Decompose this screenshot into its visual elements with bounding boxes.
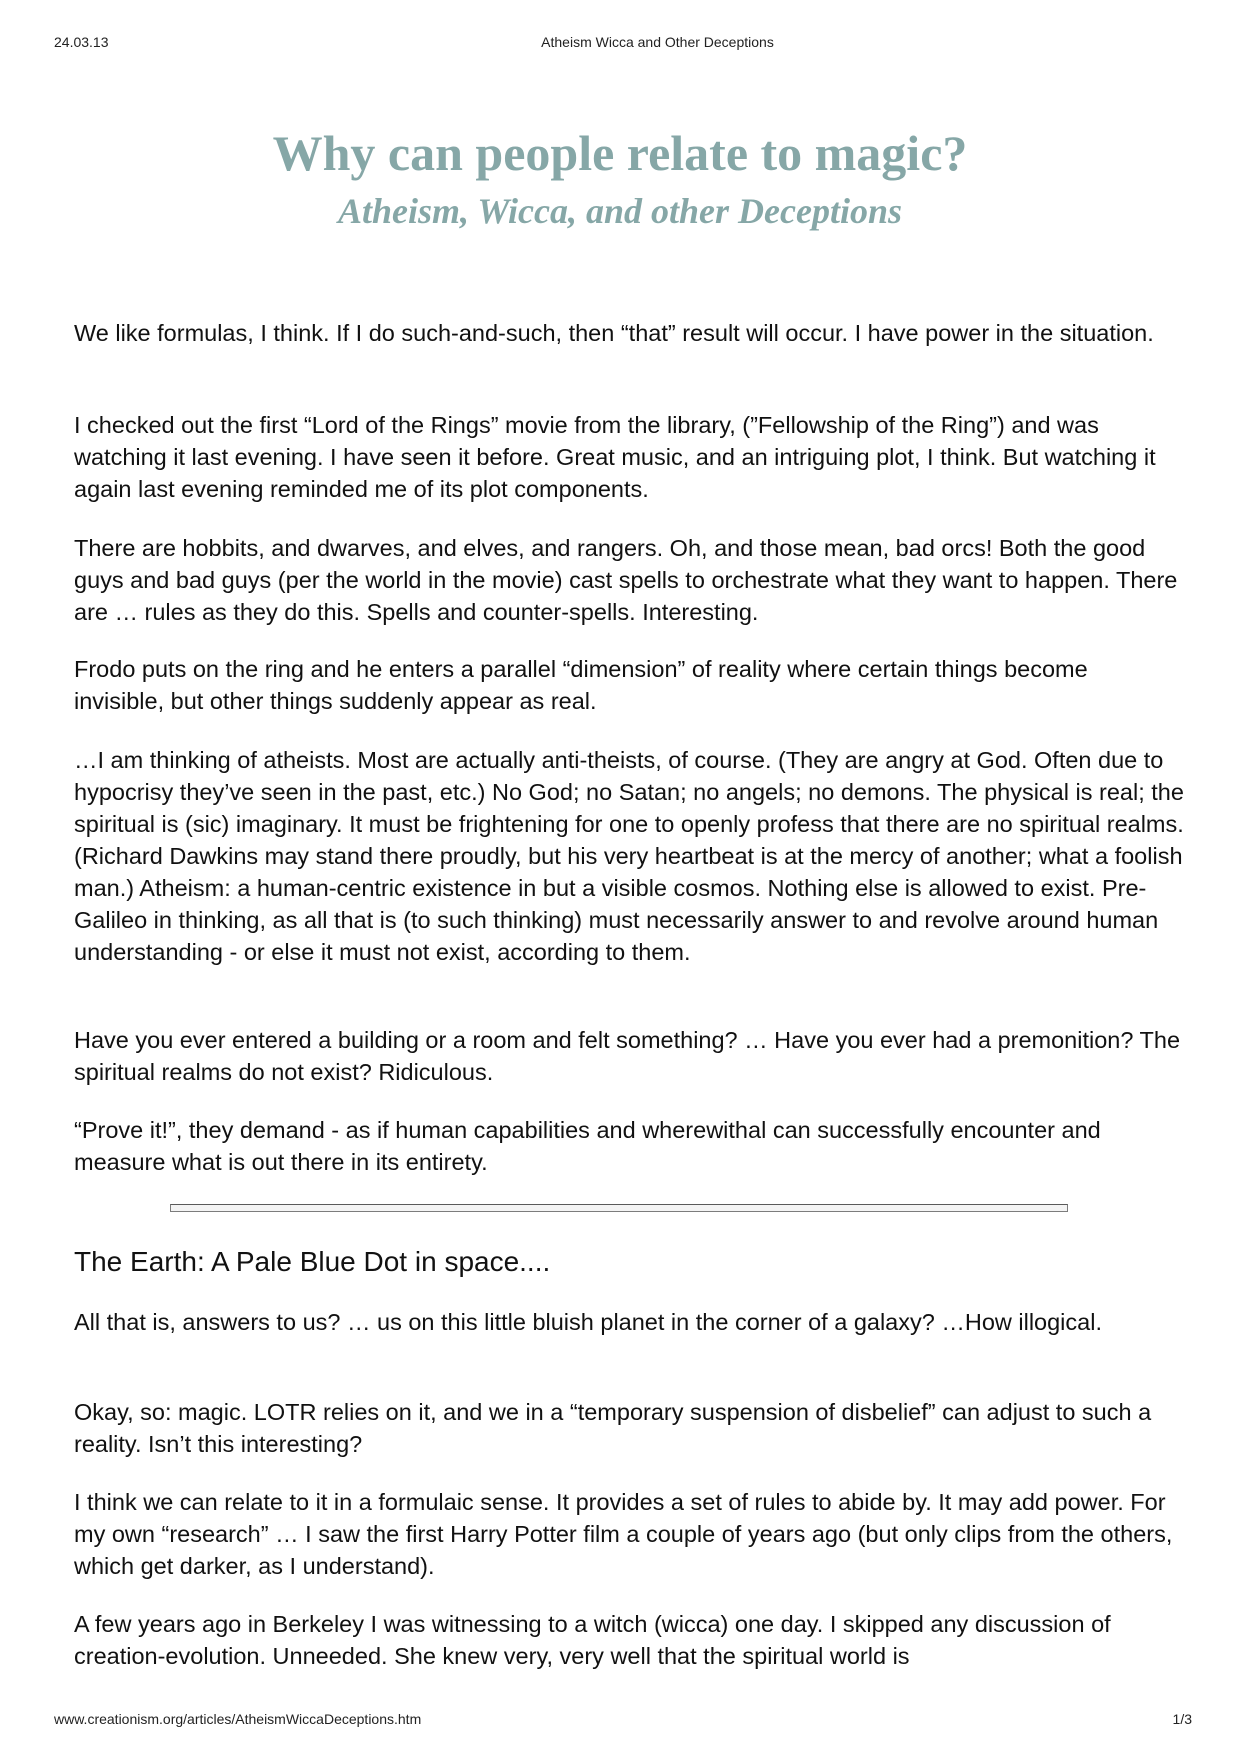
paragraph: I think we can relate to it in a formulaic sense. It provides a set of rules to abide by. It may add power. For my own “research” … I saw the first Harry Potter film a couple of years ago (but only clips from the others, which get darker, as I understand). bbox=[74, 1489, 1173, 1579]
paragraph: Okay, so: magic. LOTR relies on it, and we in a “temporary suspension of disbelief” can adjust to such a reality. Isn’t this interesting? bbox=[74, 1399, 1152, 1457]
page-header-title: Atheism Wicca and Other Deceptions bbox=[541, 34, 774, 50]
page-footer-url[interactable]: www.creationism.org/articles/AtheismWiccaDeceptions.htm bbox=[54, 1711, 422, 1727]
paragraph: All that is, answers to us? … us on this little bluish planet in the corner of a galaxy? …How illogical. bbox=[74, 1309, 1102, 1335]
paragraph: Have you ever entered a building or a room and felt something? … Have you ever had a premonition? The spiritual realms do not exist? Ridiculous. bbox=[74, 1027, 1181, 1085]
paragraph: There are hobbits, and dwarves, and elves, and rangers. Oh, and those mean, bad orcs! Both the good guys and bad guys (per the world in the movie) cast spells to orchestrate what they want to happen. There are … rules as they do this. Spells and counter-spells. Interesting. bbox=[74, 535, 1178, 625]
paragraph: “Prove it!”, they demand - as if human capabilities and wherewithal can successfully encounter and measure what is out there in its entirety. bbox=[74, 1117, 1101, 1175]
horizontal-rule bbox=[170, 1204, 1068, 1212]
paragraph: …I am thinking of atheists. Most are actually anti-theists, of course. (They are angry at God. Often due to hypocrisy they’ve seen in the past, etc.) No God; no Satan; no angels; no demons. The physical is real; the spiritual is (sic) imaginary. It must be frightening for one to openly profess that there are no spiritual realms. (Richard Dawkins may stand there proudly, but his very heartbeat is at the mercy of another; what a foolish man.) Atheism: a human-centric existence in but a visible cosmos. Nothing else is allowed to exist. Pre-Galileo in thinking, as all that is (to such thinking) must necessarily answer to and revolve around human understanding - or else it must not exist, according to them. bbox=[74, 747, 1184, 965]
page-header-date: 24.03.13 bbox=[54, 34, 109, 50]
paragraph: We like formulas, I think. If I do such-and-such, then “that” result will occur. I have power in the situation. bbox=[74, 320, 1154, 346]
paragraph: Frodo puts on the ring and he enters a parallel “dimension” of reality where certain things become invisible, but other things suddenly appear as real. bbox=[74, 656, 1088, 714]
page-footer-page-number: 1/3 bbox=[1172, 1711, 1192, 1727]
paragraph: I checked out the first “Lord of the Rings” movie from the library, (”Fellowship of the Ring”) and was watching it last evening. I have seen it before. Great music, and an intriguing plot, I think. But watching it again last evening reminded me of its plot components. bbox=[74, 412, 1156, 502]
section-heading: The Earth: A Pale Blue Dot in space.... bbox=[74, 1246, 551, 1277]
article-title: Why can people relate to magic? bbox=[272, 125, 968, 181]
paragraph: A few years ago in Berkeley I was witnessing to a witch (wicca) one day. I skipped any discussion of creation-evolution. Unneeded. She knew very, very well that the spiritual world is bbox=[74, 1611, 1111, 1669]
article-subtitle: Atheism, Wicca, and other Deceptions bbox=[337, 191, 902, 231]
